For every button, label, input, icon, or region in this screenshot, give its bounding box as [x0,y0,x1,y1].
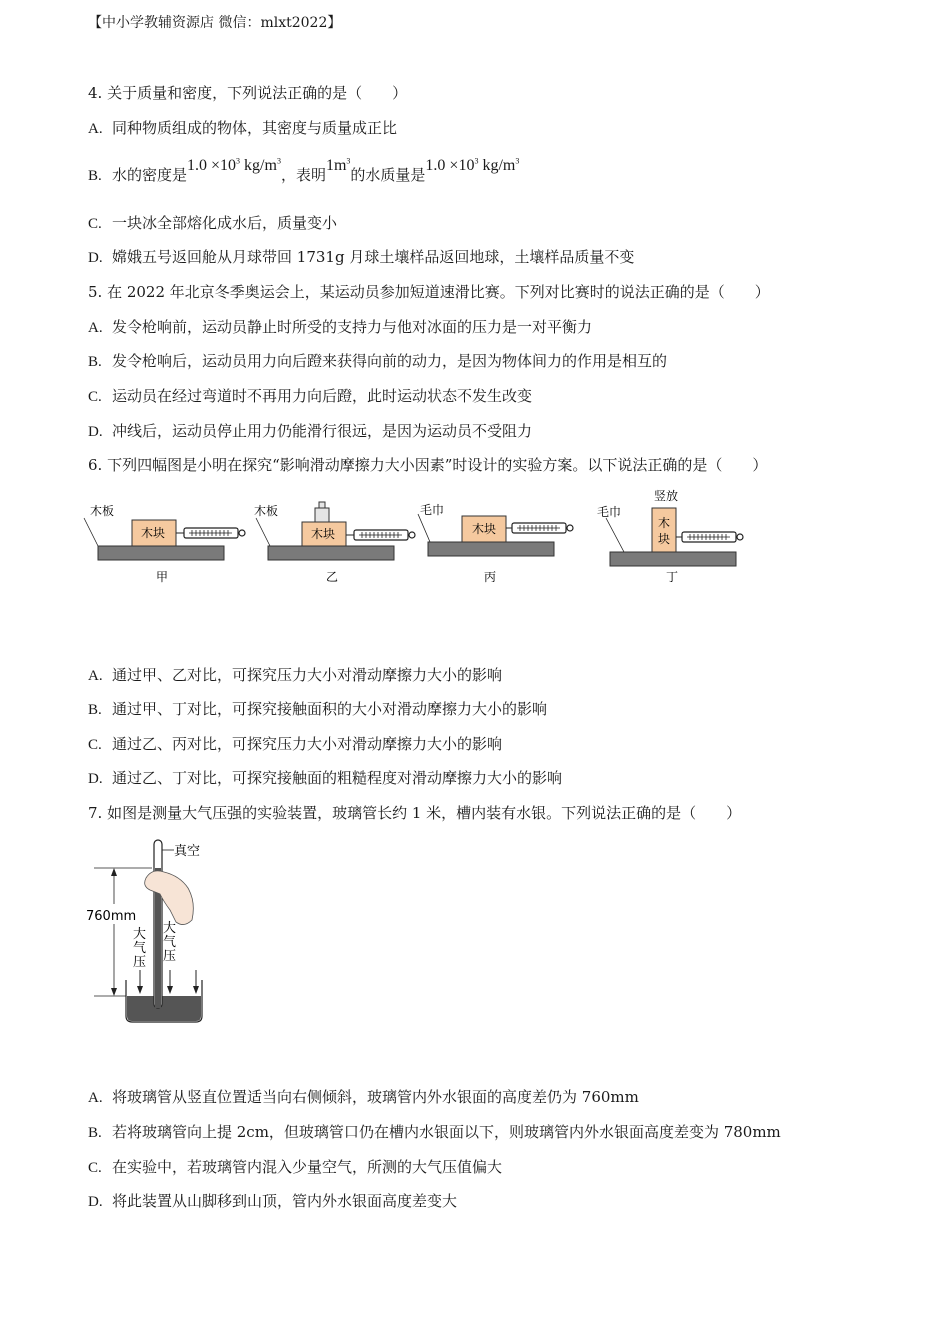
block-label-jia: 木块 [141,526,166,540]
atm-left-2: 气 [133,941,147,956]
q7-option-d [88,1190,457,1211]
leader-line [418,514,430,542]
block-label-ding-bottom: 块 [658,532,671,546]
option-letter: C. [88,216,102,232]
question-4-stem: 4. 关于质量和密度，下列说法正确的是（ ） [88,84,408,102]
option-text: 通过甲、丁对比，可探究接触面积的大小对滑动摩擦力大小的影响 [112,700,548,718]
atm-right-3: 压 [163,949,177,964]
q7-option-b [88,1121,781,1142]
option-letter: C. [88,389,102,405]
option-text: 发令枪响后，运动员用力向后蹬来获得向前的动力，是因为物体间力的作用是相互的 [112,352,668,370]
option-letter: C. [88,1160,102,1176]
q4-option-c [88,212,337,233]
spring-scale-yi [354,530,415,540]
leader-line [256,518,270,546]
atm-left-3: 压 [133,955,147,970]
option-letter: D. [88,424,103,440]
q6-option-b [88,698,547,719]
option-text: 将此装置从山脚移到山顶，管内外水银面高度差变大 [112,1192,458,1210]
surface-label-bing: 毛巾 [420,503,445,517]
board-jia [98,546,224,560]
block-label-yi: 木块 [311,527,336,541]
option-text: ，表明 [280,166,326,184]
q7-option-c [88,1156,502,1177]
question-7-stem: 7. 如图是测量大气压强的实验装置，玻璃管长约 1 米，槽内装有水银。下列说法正确的是（ ） [88,804,742,822]
mercury-in-trough [127,996,201,1021]
option-letter: C. [88,737,102,753]
option-letter: D. [88,1194,103,1210]
volume-value: $1m^3$ [325,156,351,174]
caption-ding: 丁 [666,570,679,584]
option-letter: B. [88,1125,102,1141]
option-text: 水的密度是 [112,166,188,184]
q6-option-a [88,664,502,685]
option-text: 通过乙、丁对比，可探究接触面的粗糙程度对滑动摩擦力大小的影响 [112,769,563,787]
q4-option-d [88,246,634,267]
caption-jia: 甲 [156,570,169,584]
option-text: 将玻璃管从竖直位置适当向右侧倾斜，玻璃管内外水银面的高度差仍为 760mm [112,1088,639,1106]
q6-option-c [88,733,502,754]
block-label-ding-top: 木 [658,516,671,530]
option-text: 运动员在经过弯道时不再用力向后蹬，此时运动状态不发生改变 [112,387,533,405]
surface-label-yi: 木板 [254,504,279,518]
density-value: $1.0 \times 10^3$ $kg/m^3$ [187,156,281,174]
vertical-note: 竖放 [654,489,679,503]
option-letter: B. [88,354,102,370]
board-ding [610,552,736,566]
option-letter: B. [88,702,102,718]
vacuum-label: 真空 [174,844,201,859]
option-text: 一块冰全部熔化成水后，质量变小 [112,214,338,232]
atm-left-1: 大 [133,927,147,942]
friction-experiment-figure [0,480,950,590]
surface-label-jia: 木板 [90,504,115,518]
q5-option-c [88,385,532,406]
spring-scale-bing [512,523,573,533]
setup-yi [254,502,415,584]
setup-bing [418,502,573,584]
surface-label-ding: 毛巾 [597,505,622,519]
option-letter: A. [88,320,103,336]
board-bing [428,542,554,556]
weight-icon [315,508,329,522]
option-text: 冲线后，运动员停止用力仍能滑行很远，是因为运动员不受阻力 [112,422,533,440]
q4-option-a [88,117,397,138]
option-text: 同种物质组成的物体，其密度与质量成正比 [112,119,398,137]
caption-bing: 丙 [484,570,497,584]
q5-option-d [88,420,532,441]
q7-option-a [88,1086,639,1107]
torricelli-experiment-figure [80,832,240,1032]
question-5-stem: 5. 在 2022 年北京冬季奥运会上，某运动员参加短道速滑比赛。下列对比赛时的说法正确的是（ ） [88,283,770,301]
atm-right-1: 大 [163,921,177,936]
option-text: 在实验中，若玻璃管内混入少量空气，所测的大气压值偏大 [112,1158,503,1176]
block-label-bing: 木块 [472,522,497,536]
leader-line [606,518,624,552]
mass-value: $1.0 \times 10^3$ $kg/m^3$ [425,156,520,174]
option-text: 的水质量是 [350,166,426,184]
option-letter: D. [88,771,103,787]
option-letter: A. [88,1090,103,1106]
setup-jia [84,503,245,584]
option-letter: A. [88,668,103,684]
q4-option-b [88,156,520,185]
leader-line [84,518,98,546]
option-text: 发令枪响前，运动员静止时所受的支持力与他对冰面的压力是一对平衡力 [112,318,593,336]
board-yi [268,546,394,560]
question-6-stem: 6. 下列四幅图是小明在探究“影响滑动摩擦力大小因素”时设计的实验方案。以下说法正确的是（ ） [88,456,768,474]
q5-option-b [88,350,667,371]
option-text: 通过乙、丙对比，可探究压力大小对滑动摩擦力大小的影响 [112,735,503,753]
height-label: 760mm [86,909,137,924]
hand-icon [145,871,194,925]
option-text: 嫦娥五号返回舱从月球带回 1731g 月球土壤样品返回地球，土壤样品质量不变 [112,248,635,266]
option-text: 若将玻璃管向上提 2cm，但玻璃管口仍在槽内水银面以下，则玻璃管内外水银面高度差变为 780mm [112,1123,781,1141]
setup-ding [597,488,743,584]
atm-right-2: 气 [163,935,177,950]
option-text: 通过甲、乙对比，可探究压力大小对滑动摩擦力大小的影响 [112,666,503,684]
option-letter: D. [88,250,103,266]
spring-scale-jia [184,528,245,538]
page-header: 【中小学教辅资源店 微信：mlxt2022】 [88,15,342,31]
q5-option-a [88,316,592,337]
q6-option-d [88,767,562,788]
option-letter: B. [88,168,102,184]
caption-yi: 乙 [326,570,339,584]
option-letter: A. [88,121,103,137]
spring-scale-ding [682,532,743,542]
